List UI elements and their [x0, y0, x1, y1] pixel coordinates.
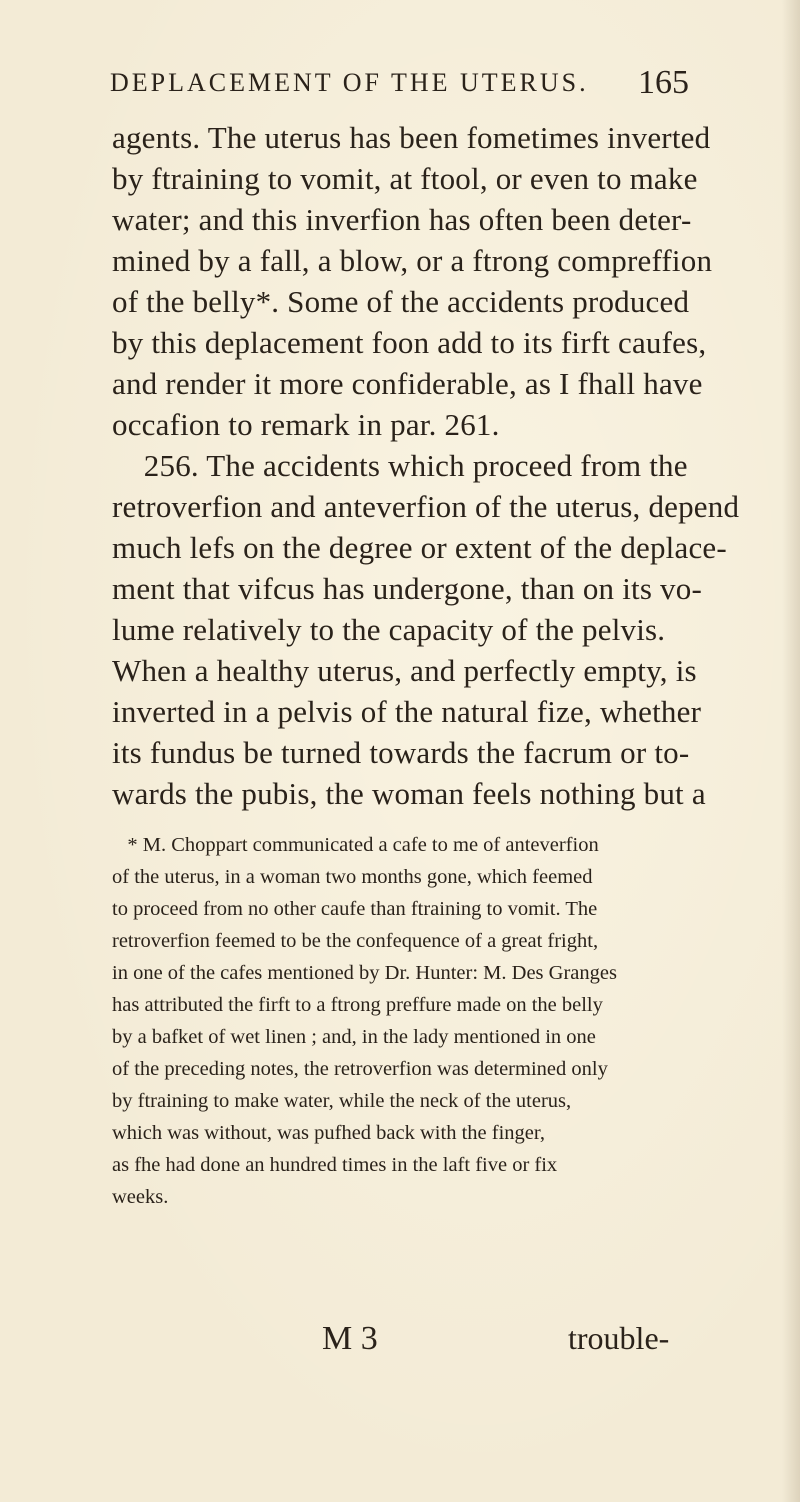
text-line: by this deplacement foon add to its firft caufes,: [112, 325, 707, 360]
footnote-line: * M. Choppart communicated a cafe to me of anteverfion: [112, 834, 599, 856]
text-line: and render it more confiderable, as I fhall have: [112, 366, 703, 401]
text-line: occafion to remark in par. 261.: [112, 407, 500, 442]
footnote-line: as fhe had done an hundred times in the laft five or fix: [112, 1154, 558, 1176]
text-line: 256. The accidents which proceed from the: [112, 448, 688, 483]
text-line: agents. The uterus has been fometimes inverted: [112, 120, 711, 155]
text-line: inverted in a pelvis of the natural fize, whether: [112, 694, 702, 729]
text-line: retroverfion and anteverfion of the uterus, depend: [112, 489, 740, 524]
text-line: mined by a fall, a blow, or a ftrong compreffion: [112, 243, 713, 278]
footnote-line: of the preceding notes, the retroverfion was determined only: [112, 1058, 608, 1080]
signature-mark: M 3: [322, 1320, 378, 1357]
text-line: ment that vifcus has undergone, than on its vo-: [112, 571, 702, 606]
footnote-line: of the uterus, in a woman two months gone, which feemed: [112, 866, 593, 888]
catchword: trouble-: [568, 1320, 670, 1356]
running-header: [110, 64, 689, 101]
text-line: lume relatively to the capacity of the pelvis.: [112, 612, 666, 647]
text-line: When a healthy uterus, and perfectly empty, is: [112, 653, 697, 688]
footnote-line: to proceed from no other caufe than ftraining to vomit. The: [112, 898, 598, 920]
text-line: of the belly*. Some of the accidents produced: [112, 284, 690, 319]
footnote-line: by ftraining to make water, while the neck of the uterus,: [112, 1090, 572, 1112]
footnote-line: has attributed the firft to a ftrong preffure made on the belly: [112, 994, 603, 1016]
footnote-line: by a bafket of wet linen ; and, in the lady mentioned in one: [112, 1026, 596, 1048]
footnote-line: which was without, was pufhed back with the finger,: [112, 1122, 545, 1144]
text-line: its fundus be turned towards the facrum or to-: [112, 735, 690, 770]
footnote-line: in one of the cafes mentioned by Dr. Hunter: M. Des Granges: [112, 962, 617, 984]
text-line: much lefs on the degree or extent of the deplace-: [112, 530, 727, 565]
text-line: by ftraining to vomit, at ftool, or even to make: [112, 161, 698, 196]
footnote-line: weeks.: [112, 1186, 169, 1208]
footnote-line: retroverfion feemed to be the confequence of a great fright,: [112, 930, 599, 952]
text-line: water; and this inverfion has often been deter-: [112, 202, 692, 237]
running-title: DEPLACEMENT OF THE UTERUS.: [110, 68, 589, 97]
page-fold-shadow: [782, 0, 800, 1502]
page-number: 165: [638, 64, 689, 101]
text-line: wards the pubis, the woman feels nothing but a: [112, 776, 706, 811]
